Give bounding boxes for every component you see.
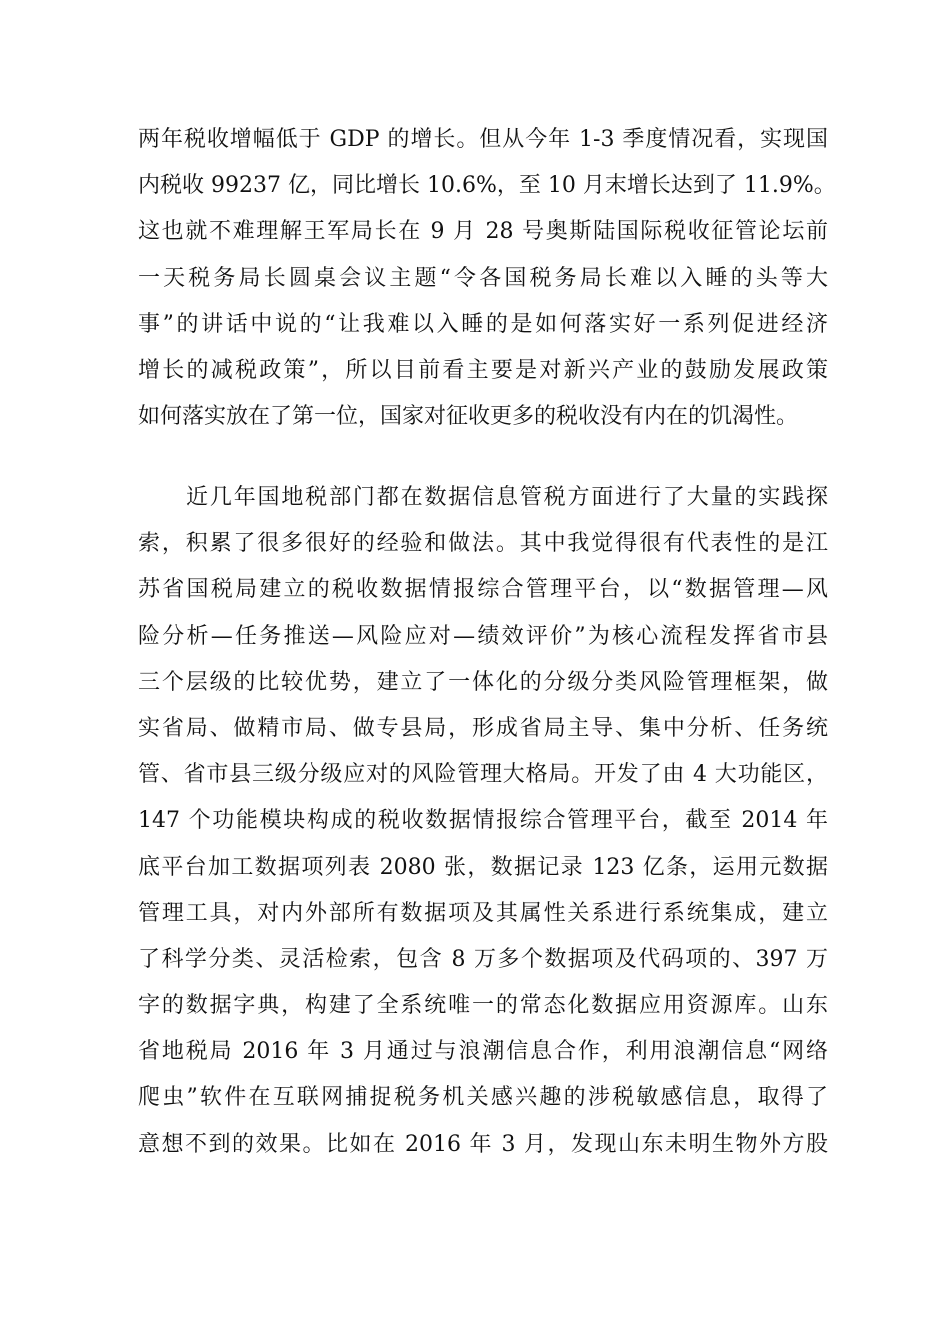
text-line: 两年税收增幅低于 GDP 的增长。但从今年 1-3 季度情况看，实现国	[138, 127, 828, 152]
text-line: 苏省国税局建立的税收数据情报综合管理平台，以“数据管理—风	[138, 577, 828, 603]
paragraph-tax-growth	[138, 117, 836, 440]
text-line: 管、省市县三级分级应对的风险管理大格局。开发了由 4 大功能区，	[138, 762, 828, 788]
text-line: 这也就不难理解王军局长在 9 月 28 号奥斯陆国际税收征管论坛前	[138, 219, 828, 245]
text-line: 如何落实放在了第一位，国家对征收更多的税收没有内在的饥渴性。	[138, 404, 799, 430]
text-line: 字的数据字典，构建了全系统唯一的常态化数据应用资源库。山东	[138, 993, 828, 1019]
text-line: 管理工具，对内外部所有数据项及其属性关系进行系统集成，建立	[138, 900, 828, 926]
text-line: 意想不到的效果。比如在 2016 年 3 月，发现山东未明生物外方股	[138, 1131, 828, 1157]
text-line: 索，积累了很多很好的经验和做法。其中我觉得很有代表性的是江	[138, 531, 828, 557]
text-line: 内税收 99237 亿，同比增长 10.6%，至 10 月末增长达到了 11.9%。	[138, 173, 836, 199]
text-line: 事”的讲话中说的“让我难以入睡的是如何落实好一系列促进经济	[138, 311, 828, 337]
text-line: 近几年国地税部门都在数据信息管税方面进行了大量的实践探	[186, 485, 828, 510]
text-line: 一天税务局长圆桌会议主题“令各国税务局长难以入睡的头等大	[138, 265, 828, 291]
text-line: 实省局、做精市局、做专县局，形成省局主导、集中分析、任务统	[138, 715, 828, 741]
text-line: 爬虫”软件在互联网捕捉税务机关感兴趣的涉税敏感信息，取得了	[138, 1085, 828, 1111]
paragraph-data-tax-practice	[138, 475, 828, 1168]
text-line: 三个层级的比较优势，建立了一体化的分级分类风险管理框架，做	[138, 669, 828, 695]
text-line: 增长的减税政策”，所以目前看主要是对新兴产业的鼓励发展政策	[138, 357, 828, 383]
text-line: 险分析—任务推送—风险应对—绩效评价”为核心流程发挥省市县	[138, 623, 828, 649]
text-line: 了科学分类、灵活检索，包含 8 万多个数据项及代码项的、397 万	[138, 946, 828, 972]
text-line: 147 个功能模块构成的税收数据情报综合管理平台，截至 2014 年	[138, 808, 828, 834]
text-line: 省地税局 2016 年 3 月通过与浪潮信息合作，利用浪潮信息“网络	[138, 1039, 828, 1065]
text-line: 底平台加工数据项列表 2080 张，数据记录 123 亿条，运用元数据	[138, 854, 828, 880]
